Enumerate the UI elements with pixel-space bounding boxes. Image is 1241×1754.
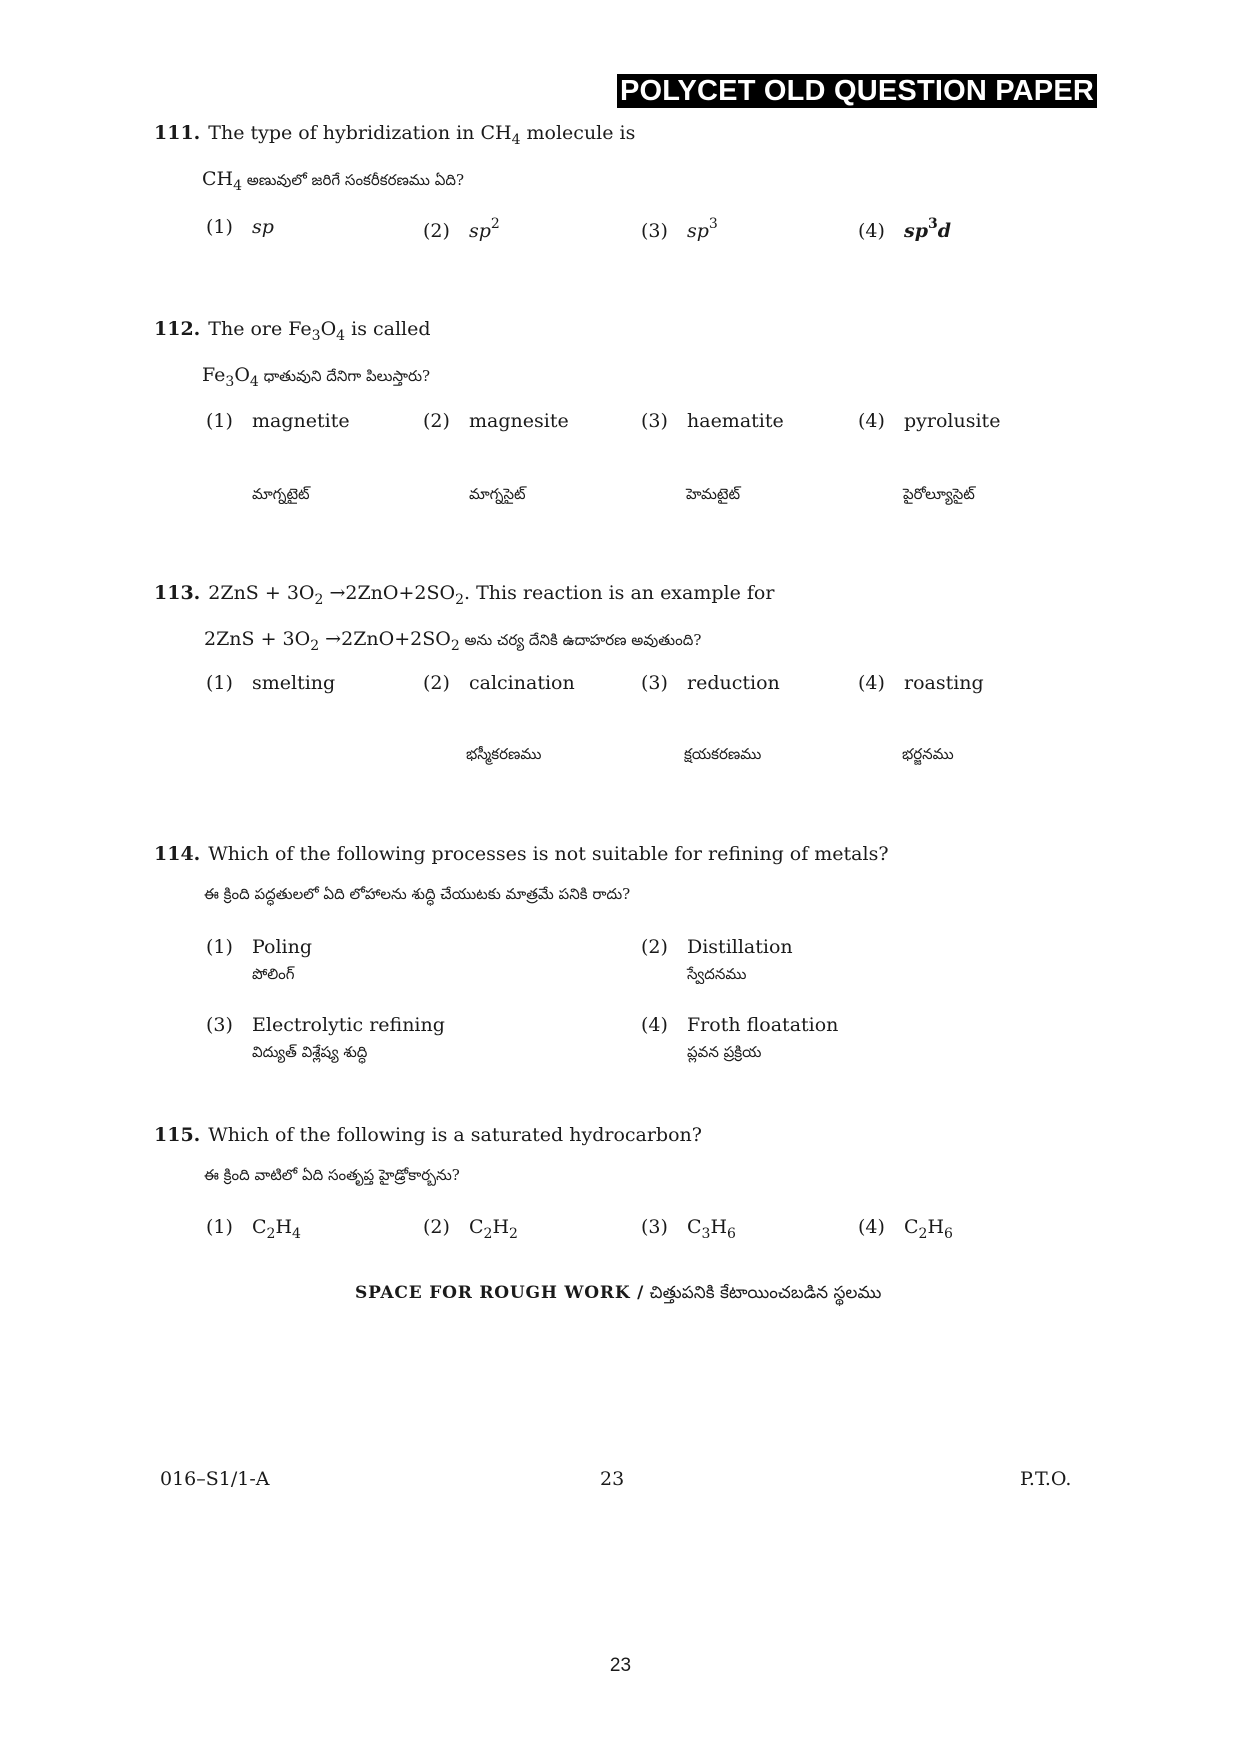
question-number: 112.	[154, 318, 201, 340]
equation: 2ZnS + 3O	[208, 582, 315, 604]
option-2[interactable]: (2) magnesite	[423, 410, 569, 432]
option-1-telugu: మాగ్నటైట్	[252, 485, 310, 503]
option-2[interactable]: (2) Distillation	[641, 936, 793, 958]
option-1[interactable]: (1) Poling	[206, 936, 313, 958]
question-114	[154, 843, 889, 907]
footer-code: 016–S1/1-A	[160, 1468, 270, 1490]
option-4[interactable]: (4) $sp^3d$	[858, 216, 952, 242]
question-115	[154, 1124, 702, 1188]
option-2-telugu: స్వేదనము	[687, 965, 747, 983]
option-3-telugu: హెమటైట్	[686, 485, 741, 503]
option-1[interactable]: (1) $C_2H_4$	[206, 1216, 301, 1242]
option-3[interactable]: (3) $C_3H_6$	[641, 1216, 736, 1242]
option-1-telugu: పోలింగ్	[252, 965, 295, 983]
option-3[interactable]: (3) haematite	[641, 410, 784, 432]
option-1[interactable]: (1) magnetite	[206, 410, 350, 432]
question-number: 113.	[154, 582, 201, 604]
question-111-telugu: CH4 అణువులో జరిగే సంకరీకరణము ఏది?	[202, 168, 465, 194]
question-114-text: 114. Which of the following processes is not suitable for refining of metals?	[154, 843, 889, 865]
option-1[interactable]: (1) smelting	[206, 672, 336, 694]
rough-work-label: SPACE FOR ROUGH WORK / చిత్తుపనికి కేటాయించబడిన స్థలము	[355, 1283, 882, 1303]
question-112-text: 112. The ore $Fe_3O_4$ is called	[154, 318, 431, 344]
question-115-text: 115. Which of the following is a saturated hydrocarbon?	[154, 1124, 702, 1146]
option-4[interactable]: (4) roasting	[858, 672, 984, 694]
question-111-text: 111. The type of hybridization in $CH_4$ molecule is	[154, 122, 636, 148]
option-3-telugu: క్షయకరణము	[684, 745, 762, 763]
option-3[interactable]: (3) reduction	[641, 672, 780, 694]
option-4-telugu: భర్జనము	[902, 745, 954, 763]
question-number: 115.	[154, 1124, 201, 1146]
option-4[interactable]: (4) $C_2H_6$	[858, 1216, 953, 1242]
option-2[interactable]: (2) calcination	[423, 672, 575, 694]
question-113	[154, 582, 774, 654]
option-3-telugu: విద్యుత్ విశ్లేష్య శుద్ధి	[252, 1043, 368, 1061]
question-113-telugu: 2ZnS + 3O2 →2ZnO+2SO2 అను చర్య దేనికి ఉదాహరణ అవుతుంది?	[204, 628, 702, 654]
option-4-telugu: పైరోల్యూసైట్	[903, 485, 975, 503]
option-4[interactable]: (4) pyrolusite	[858, 410, 1001, 432]
option-2[interactable]: (2) $sp^2$	[423, 216, 500, 242]
question-115-telugu: ఈ క్రింది వాటిలో ఏది సంతృప్త హైడ్రోకార్బను?	[204, 1166, 460, 1184]
question-112-telugu: Fe3O4 ధాతువుని దేనిగా పిలుస్తారు?	[202, 364, 431, 390]
question-112	[154, 318, 431, 390]
option-4[interactable]: (4) Froth floatation	[641, 1014, 839, 1036]
question-113-text: 113. $2ZnS + 3O_2 \to 2ZnO+2SO_2$. This reaction is an example for	[154, 582, 775, 608]
question-number: 111.	[154, 122, 201, 144]
question-number: 114.	[154, 843, 201, 865]
question-111	[154, 122, 635, 194]
question-114-telugu: ఈ క్రింది పద్ధతులలో ఏది లోహాలను శుద్ధి చేయుటకు మాత్రమే పనికి రాదు?	[204, 885, 631, 903]
option-2-telugu: మాగ్నసైట్	[469, 485, 526, 503]
option-3[interactable]: (3) $sp^3$	[641, 216, 718, 242]
header-banner: POLYCET OLD QUESTION PAPER	[617, 74, 1097, 108]
option-2-telugu: భస్మీకరణము	[466, 745, 542, 763]
footer-pto: P.T.O.	[1020, 1468, 1072, 1490]
option-1[interactable]: (1) sp	[206, 216, 274, 238]
footer-page-number: 23	[600, 1468, 625, 1490]
option-3[interactable]: (3) Electrolytic refining	[206, 1014, 445, 1036]
option-4-telugu: ప్లవన ప్రక్రియ	[687, 1043, 762, 1061]
page-number-bottom: 23	[609, 1655, 632, 1676]
option-2[interactable]: (2) $C_2H_2$	[423, 1216, 518, 1242]
